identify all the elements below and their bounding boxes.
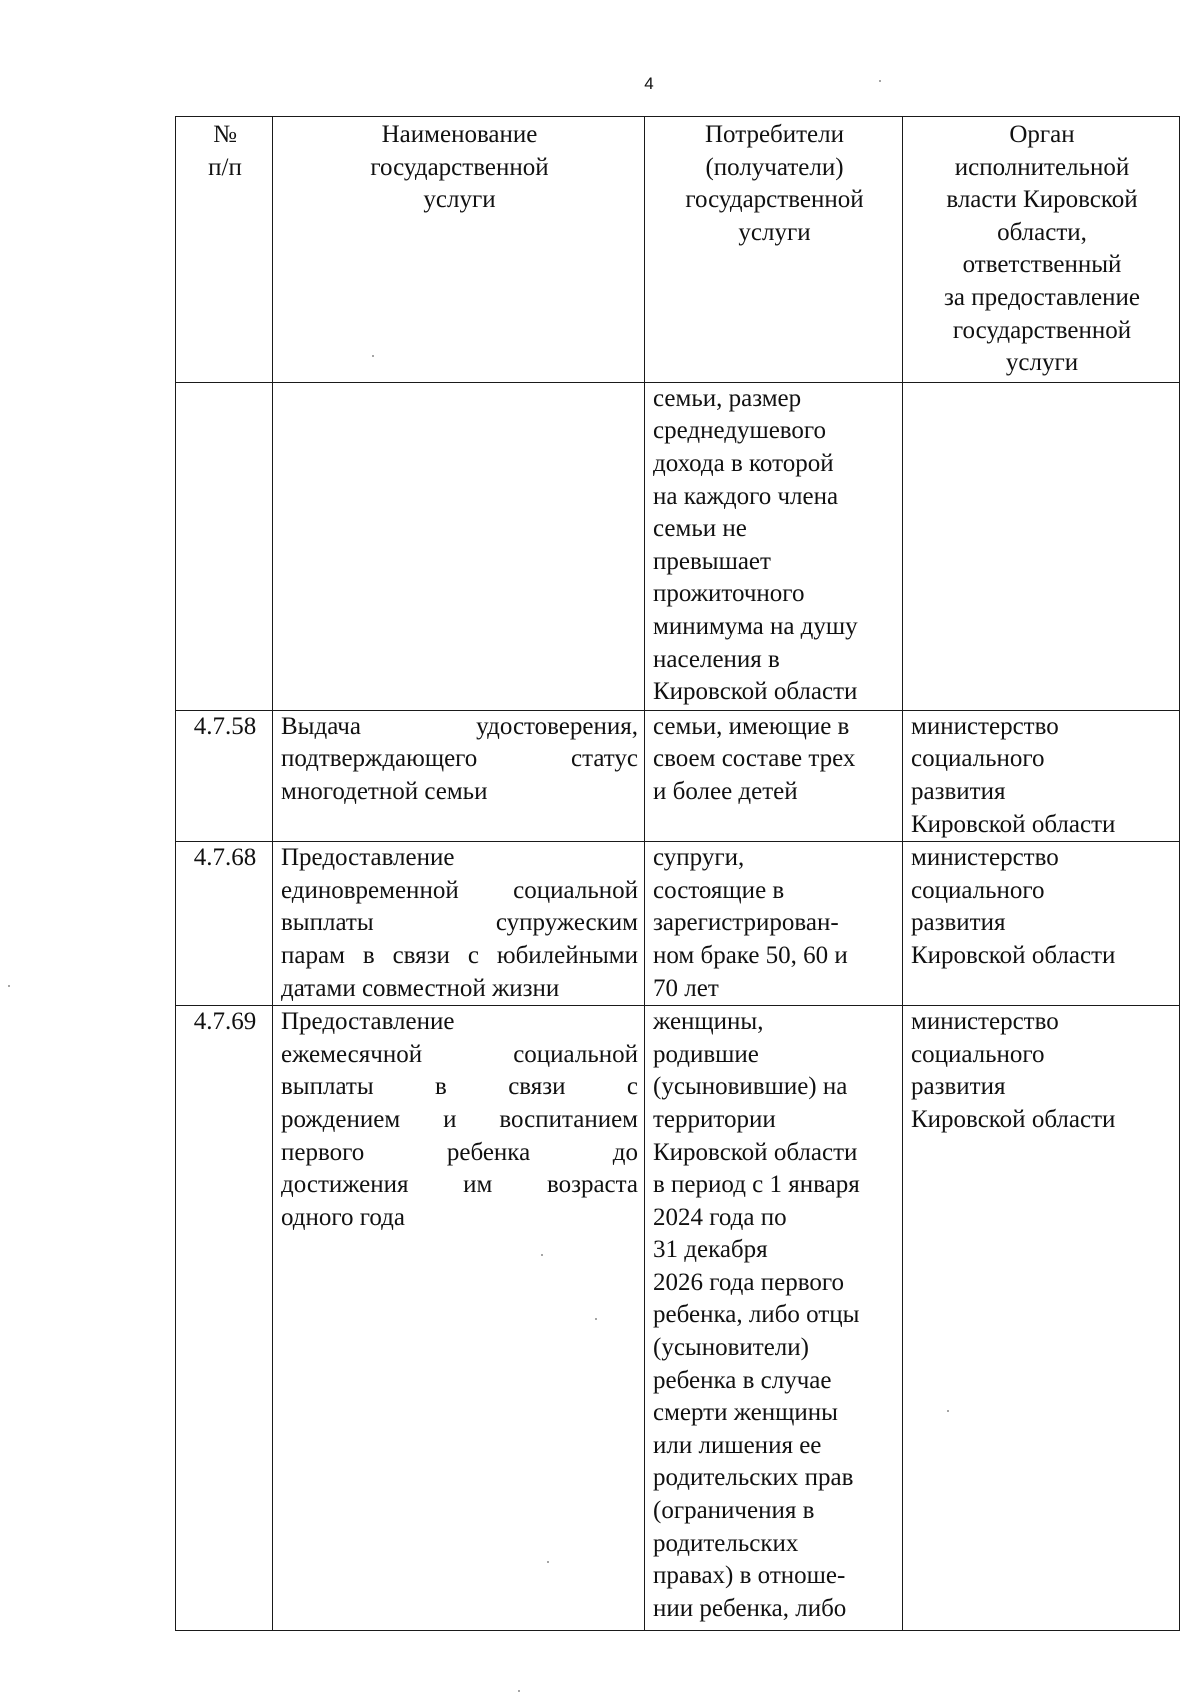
table-header-row (176, 117, 1180, 383)
cell-number (176, 382, 273, 710)
page-number: 4 (644, 74, 654, 93)
header-authority: Орган исполнительной власти Кировской области, ответственный за предоставление государственной услуги (903, 117, 1180, 383)
cell-service-name: Предоставление единовременной социальной выплаты супружеским парам в связи с юбилейными датами совместной жизни (273, 842, 645, 1006)
cell-authority: министерство социального развития Кировской области (903, 842, 1180, 1006)
table-row (176, 1006, 1180, 1631)
table-row (176, 710, 1180, 841)
cell-consumers: женщины, родившие (усыновившие) на территории Кировской области в период с 1 января 2024 года по 31 декабря 2026 года первого ребенка, либо отцы (усыновители) ребенка в случае смерти женщины или лишения ее родительских прав (ограничения в родительских правах) в отноше- нии ребенка, либо (645, 1006, 903, 1631)
cell-consumers: семьи, размер среднедушевого дохода в которой на каждого члена семьи не превышает прожиточного минимума на душу населения в Кировской области (645, 382, 903, 710)
header-consumers: Потребители (получатели) государственной услуги (645, 117, 903, 383)
cell-number: 4.7.58 (176, 710, 273, 841)
table-row (176, 842, 1180, 1006)
cell-consumers: семьи, имеющие в своем составе трех и более детей (645, 710, 903, 841)
cell-service-name (273, 382, 645, 710)
table-row-continuation (176, 382, 1180, 710)
cell-service-name: Предоставление ежемесячной социальной выплаты в связи с рождением и воспитанием первого ребенка до достижения им возраста одного года (273, 1006, 645, 1631)
cell-consumers: супруги, состоящие в зарегистрирован- ном браке 50, 60 и 70 лет (645, 842, 903, 1006)
header-number: № п/п (176, 117, 273, 383)
header-service-name: Наименование государственной услуги (273, 117, 645, 383)
cell-service-name: Выдача удостоверения, подтверждающего статус многодетной семьи (273, 710, 645, 841)
cell-authority (903, 382, 1180, 710)
cell-number: 4.7.69 (176, 1006, 273, 1631)
cell-authority: министерство социального развития Кировской области (903, 1006, 1180, 1631)
cell-authority: министерство социального развития Кировской области (903, 710, 1180, 841)
services-table (175, 116, 1180, 1631)
cell-number: 4.7.68 (176, 842, 273, 1006)
